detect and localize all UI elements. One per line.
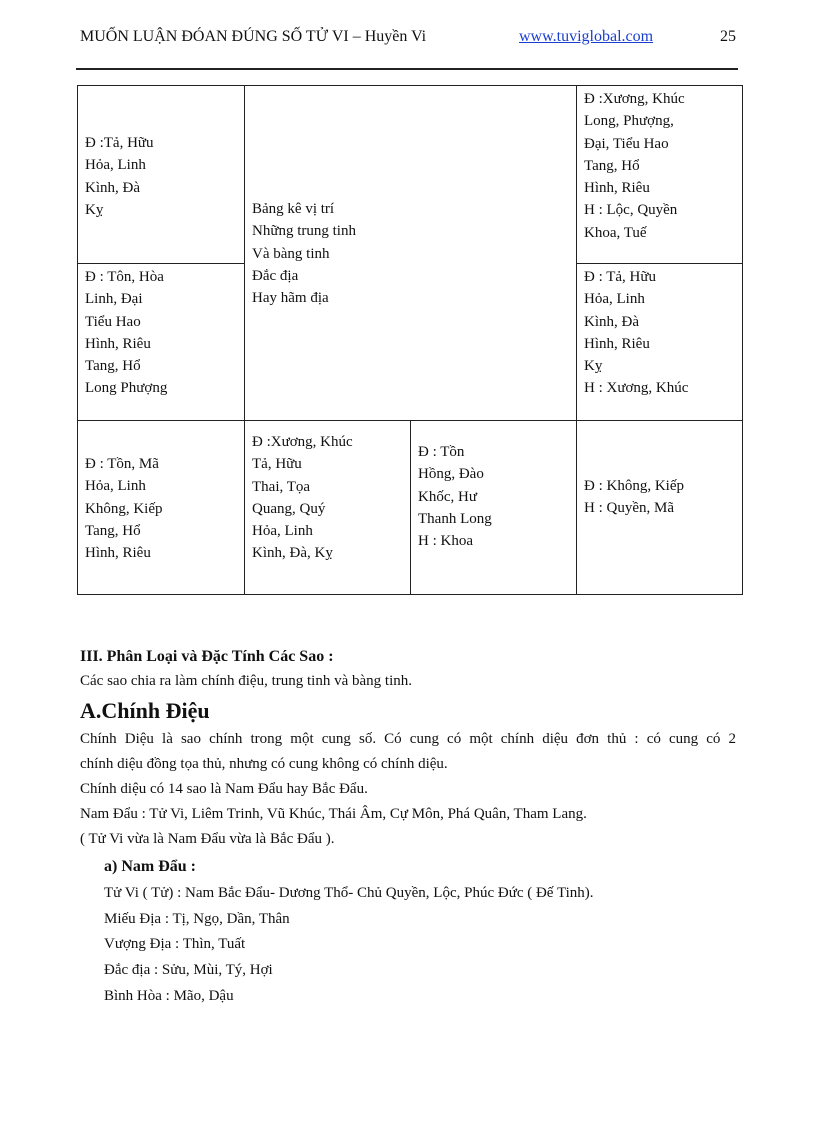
paragraph-line: ( Tử Vi vừa là Nam Đẩu vừa là Bắc Đẩu ).: [80, 831, 335, 847]
paragraph-line: Chính Diệu là sao chính trong một cung số. Có cung có một chính diệu đơn thủ : có cung có 2: [80, 731, 736, 747]
paragraph-line: Chính diệu có 14 sao là Nam Đẩu hay Bắc Đẩu.: [80, 781, 368, 797]
list-item: Bình Hòa : Mão, Dậu: [104, 988, 234, 1004]
intro-paragraph: Các sao chia ra làm chính điệu, trung tinh và bàng tinh.: [80, 673, 412, 689]
center-caption: Bảng kê vị trí Những trung tinh Và bàng tinh Đắc địa Hay hãm địa: [252, 201, 356, 307]
cell-lines: Đ : Tả, Hữu Hỏa, Linh Kình, Đà Hình, Riêu Kỵ H : Xương, Khúc: [584, 269, 689, 397]
list-item: Đắc địa : Sửu, Mùi, Tý, Hợi: [104, 962, 273, 978]
cell-lines: Đ :Xương, Khúc Long, Phượng, Đại, Tiểu Hao Tang, Hổ Hình, Riêu H : Lộc, Quyền Khoa, Tuế: [584, 91, 685, 241]
paragraph-line: chính diệu đồng tọa thủ, nhưng có cung không có chính diệu.: [80, 756, 448, 772]
grid-cell-mid-left: [77, 263, 245, 421]
cell-lines: Đ : Tồn Hồng, Đào Khốc, Hư Thanh Long H : Khoa: [418, 444, 492, 550]
page-number: 25: [720, 28, 736, 45]
list-item: Vượng Địa : Thìn, Tuất: [104, 936, 246, 952]
cell-lines: Đ : Tồn, Mã Hỏa, Linh Không, Kiếp Tang, Hổ Hình, Riêu: [85, 456, 163, 562]
section-heading: III. Phân Loại và Đặc Tính Các Sao :: [80, 648, 334, 665]
grid-cell-bottom-3: [410, 420, 577, 595]
page-header: [80, 28, 736, 50]
grid-cell-bottom-4: [576, 420, 743, 595]
website-link[interactable]: www.tuviglobal.com: [519, 28, 654, 45]
list-item: Miếu Địa : Tị, Ngọ, Dần, Thân: [104, 911, 290, 927]
grid-cell-top-right: [576, 85, 743, 264]
paragraph-line: Nam Đẩu : Tử Vi, Liêm Trinh, Vũ Khúc, Thái Âm, Cự Môn, Phá Quân, Tham Lang.: [80, 806, 587, 822]
heading-chinh-dieu: A.Chính Điệu: [80, 698, 210, 723]
cell-lines: Đ : Không, Kiếp H : Quyền, Mã: [584, 478, 684, 517]
cell-lines: Đ :Xương, Khúc Tả, Hữu Thai, Tọa Quang, Quý Hỏa, Linh Kình, Đà, Kỵ: [252, 434, 353, 562]
grid-cell-top-left: [77, 85, 245, 264]
subheading-nam-dau: a) Nam Đẩu :: [104, 858, 196, 875]
grid-cell-bottom-2: [244, 420, 411, 595]
cell-lines: Đ :Tả, Hữu Hỏa, Linh Kình, Đà Kỵ: [85, 135, 154, 218]
list-item: Tử Vi ( Tử) : Nam Bắc Đẩu- Dương Thổ- Chủ Quyền, Lộc, Phúc Đức ( Đế Tinh).: [104, 885, 594, 901]
grid-cell-center: [244, 85, 577, 421]
header-divider: [76, 68, 738, 70]
grid-cell-mid-right: [576, 263, 743, 421]
document-title: MUỐN LUẬN ĐÓAN ĐÚNG SỐ TỬ VI – Huyền Vi: [80, 28, 427, 45]
cell-lines: Đ : Tôn, Hòa Linh, Đại Tiểu Hao Hình, Riêu Tang, Hổ Long Phượng: [85, 269, 168, 397]
grid-cell-bottom-1: [77, 420, 245, 595]
